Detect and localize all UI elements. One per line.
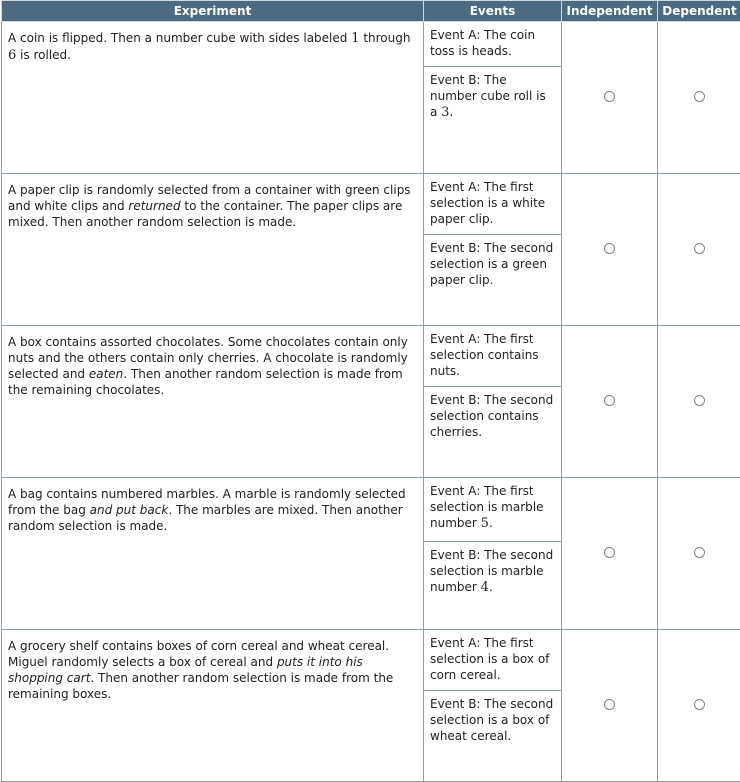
independent-radio[interactable] xyxy=(604,243,615,254)
dependent-cell xyxy=(658,22,740,174)
dependent-radio[interactable] xyxy=(694,91,705,102)
experiment-text: A bag contains numbered marbles. A marble is randomly selected from the bag and put back. The marbles are mixed. Then another random selection is made. xyxy=(2,478,424,630)
dependent-radio[interactable] xyxy=(694,243,705,254)
table-row xyxy=(2,22,740,174)
independent-cell xyxy=(562,326,658,478)
events-cell xyxy=(424,478,562,630)
header-events: Events xyxy=(424,1,562,22)
header-row xyxy=(2,1,740,22)
table-row xyxy=(2,478,740,630)
event-a-text: Event A: The first selection is marble number 5. xyxy=(424,478,561,541)
experiment-text: A box contains assorted chocolates. Some chocolates contain only nuts and the others contain only cherries. A chocolate is randomly selected and eaten. Then another random selection is made from the remaining chocolates. xyxy=(2,326,424,478)
table-row xyxy=(2,630,740,782)
dependent-cell xyxy=(658,478,740,630)
independent-cell xyxy=(562,630,658,782)
event-b-text: Event B: The second selection is a green paper clip. xyxy=(424,234,561,324)
table-row xyxy=(2,174,740,326)
independent-cell xyxy=(562,22,658,174)
dependent-radio[interactable] xyxy=(694,395,705,406)
header-dependent: Dependent xyxy=(658,1,740,22)
event-a-text: Event A: The coin toss is heads. xyxy=(424,22,561,66)
experiment-text: A paper clip is randomly selected from a container with green clips and white clips and returned to the container. The paper clips are mixed. Then another random selection is made. xyxy=(2,174,424,326)
event-b-text: Event B: The second selection is marble number 4. xyxy=(424,541,561,628)
header-experiment: Experiment xyxy=(2,1,424,22)
dependent-radio[interactable] xyxy=(694,547,705,558)
events-cell xyxy=(424,326,562,478)
event-b-text: Event B: The number cube roll is a 3. xyxy=(424,66,561,172)
experiment-text: A coin is flipped. Then a number cube with sides labeled 1 through 6 is rolled. xyxy=(2,22,424,174)
independent-cell xyxy=(562,174,658,326)
header-independent: Independent xyxy=(562,1,658,22)
independence-table xyxy=(1,0,740,782)
event-a-text: Event A: The first selection contains nuts. xyxy=(424,326,561,386)
dependent-radio[interactable] xyxy=(694,699,705,710)
independent-cell xyxy=(562,478,658,630)
experiment-text: A grocery shelf contains boxes of corn cereal and wheat cereal. Miguel randomly selects a box of cereal and puts it into his shopping cart. Then another random selection is made from the remaining boxes. xyxy=(2,630,424,782)
events-cell xyxy=(424,174,562,326)
event-b-text: Event B: The second selection contains cherries. xyxy=(424,386,561,476)
event-b-text: Event B: The second selection is a box of wheat cereal. xyxy=(424,690,561,780)
event-a-text: Event A: The first selection is a white paper clip. xyxy=(424,174,561,234)
events-cell xyxy=(424,630,562,782)
event-a-text: Event A: The first selection is a box of corn cereal. xyxy=(424,630,561,690)
independent-radio[interactable] xyxy=(604,547,615,558)
dependent-cell xyxy=(658,326,740,478)
independent-radio[interactable] xyxy=(604,91,615,102)
independent-radio[interactable] xyxy=(604,395,615,406)
events-cell xyxy=(424,22,562,174)
dependent-cell xyxy=(658,630,740,782)
dependent-cell xyxy=(658,174,740,326)
table-row xyxy=(2,326,740,478)
independent-radio[interactable] xyxy=(604,699,615,710)
